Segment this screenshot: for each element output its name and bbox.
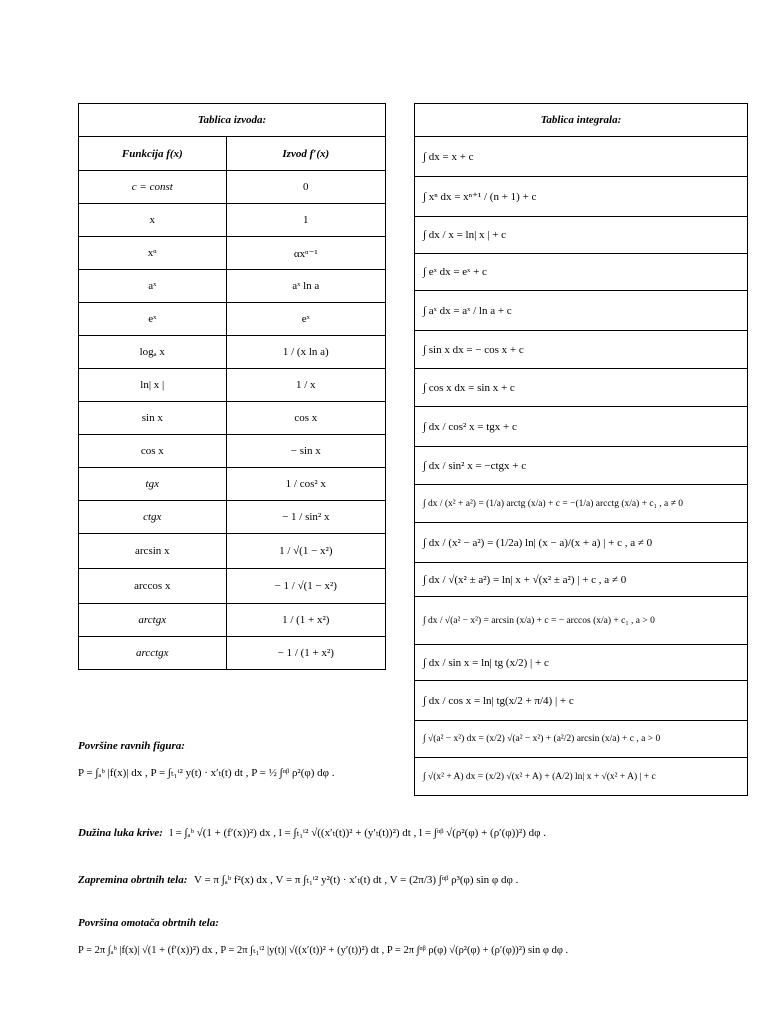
section-surface-title: Površina omotača obrtnih tela:	[78, 917, 219, 929]
derivative-row	[79, 501, 386, 534]
integral-formula: ∫ dx / √(a² − x²) = arcsin (x/a) + c = − arccos (x/a) + c₁ , a > 0	[415, 597, 748, 645]
integral-formula: ∫ √(a² − x²) dx = (x/2) √(a² − x²) + (a²/2) arcsin (x/a) + c , a > 0	[415, 721, 748, 758]
derivative-row	[79, 468, 386, 501]
section-volume	[78, 873, 518, 886]
column-header-derivative: Izvod f′(x)	[226, 137, 385, 171]
integral-row	[415, 681, 748, 721]
derivative-function: cos x	[79, 435, 227, 468]
derivative-value: 1 / √(1 − x²)	[226, 534, 385, 569]
derivative-value: − 1 / (1 + x²)	[226, 637, 385, 670]
derivative-function: c = const	[79, 171, 227, 204]
derivative-row	[79, 204, 386, 237]
derivative-function: logₐ x	[79, 336, 227, 369]
derivative-value: cos x	[226, 402, 385, 435]
derivative-function: arccos x	[79, 569, 227, 604]
section-arc-length	[78, 826, 546, 839]
derivative-function: aˣ	[79, 270, 227, 303]
integral-row	[415, 137, 748, 177]
derivative-function: arcsin x	[79, 534, 227, 569]
integrals-title: Tablica integrala:	[415, 104, 748, 137]
integral-row	[415, 758, 748, 796]
derivative-row	[79, 171, 386, 204]
integral-row	[415, 254, 748, 291]
integral-formula: ∫ dx / cos x = ln| tg(x/2 + π/4) | + c	[415, 681, 748, 721]
derivative-value: 1 / x	[226, 369, 385, 402]
derivative-row	[79, 336, 386, 369]
derivative-value: 1 / cos² x	[226, 468, 385, 501]
derivatives-title: Tablica izvoda:	[79, 104, 386, 137]
derivative-row	[79, 270, 386, 303]
integral-row	[415, 407, 748, 447]
integral-formula: ∫ dx / x = ln| x | + c	[415, 217, 748, 254]
arc-length-formula: l = ∫ₐᵇ √(1 + (f′(x))²) dx , l = ∫ₜ₁ᵗ² √((x′ₜ(t))² + (y′ₜ(t))²) dt , l = ∫ᵅᵝ √(ρ²(φ) + (ρ′(φ))²) dφ .	[169, 827, 546, 839]
derivative-row	[79, 435, 386, 468]
derivative-value: eˣ	[226, 303, 385, 336]
derivative-value: αxᵅ⁻¹	[226, 237, 385, 270]
integral-row	[415, 721, 748, 758]
derivative-row	[79, 604, 386, 637]
integral-row	[415, 563, 748, 597]
derivative-function: ctgx	[79, 501, 227, 534]
integral-formula: ∫ dx / (x² + a²) = (1/a) arctg (x/a) + c = −(1/a) arcctg (x/a) + c₁ , a ≠ 0	[415, 485, 748, 523]
integral-row	[415, 177, 748, 217]
area-formula: P = ∫ₐᵇ |f(x)| dx , P = ∫ₜ₁ᵗ² y(t) · x′ₜ(t) dt , P = ½ ∫ᵅᵝ ρ²(φ) dφ .	[78, 767, 335, 779]
integral-formula: ∫ dx / (x² − a²) = (1/2a) ln| (x − a)/(x + a) | + c , a ≠ 0	[415, 523, 748, 563]
derivative-function: tgx	[79, 468, 227, 501]
derivative-value: − 1 / √(1 − x²)	[226, 569, 385, 604]
integral-row	[415, 369, 748, 407]
integral-formula: ∫ √(x² + A) dx = (x/2) √(x² + A) + (A/2) ln| x + √(x² + A) | + c	[415, 758, 748, 796]
integral-row	[415, 597, 748, 645]
integral-row	[415, 217, 748, 254]
derivative-row	[79, 402, 386, 435]
integral-row	[415, 523, 748, 563]
derivatives-table	[78, 103, 386, 670]
derivative-value: 1 / (1 + x²)	[226, 604, 385, 637]
integral-formula: ∫ dx / sin² x = −ctgx + c	[415, 447, 748, 485]
integral-formula: ∫ xⁿ dx = xⁿ⁺¹ / (n + 1) + c	[415, 177, 748, 217]
derivative-row	[79, 534, 386, 569]
integral-formula: ∫ dx = x + c	[415, 137, 748, 177]
derivative-function: sin x	[79, 402, 227, 435]
section-arc-length-title: Dužina luka krive:	[78, 827, 163, 839]
integral-row	[415, 485, 748, 523]
derivative-value: − sin x	[226, 435, 385, 468]
integrals-table	[414, 103, 748, 796]
surface-formula: P = 2π ∫ₐᵇ |f(x)| √(1 + (f′(x))²) dx , P = 2π ∫ₜ₁ᵗ² |y(t)| √((x′(t))² + (y′(t))²) dt , P = 2π ∫ᵅᵝ ρ(φ) √(ρ²(φ) + (ρ′(φ))²) sin φ dφ .	[78, 945, 569, 956]
integral-formula: ∫ dx / √(x² ± a²) = ln| x + √(x² ± a²) | + c , a ≠ 0	[415, 563, 748, 597]
derivative-row	[79, 303, 386, 336]
section-area	[78, 740, 189, 752]
derivative-function: arctgx	[79, 604, 227, 637]
derivative-function: xᵅ	[79, 237, 227, 270]
derivative-function: ln| x |	[79, 369, 227, 402]
derivative-value: 1	[226, 204, 385, 237]
derivative-row	[79, 369, 386, 402]
derivative-function: x	[79, 204, 227, 237]
section-surface	[78, 917, 223, 929]
integral-formula: ∫ dx / sin x = ln| tg (x/2) | + c	[415, 645, 748, 681]
integral-formula: ∫ eˣ dx = eˣ + c	[415, 254, 748, 291]
derivative-function: arcctgx	[79, 637, 227, 670]
integral-row	[415, 447, 748, 485]
section-volume-title: Zapremina obrtnih tela:	[78, 874, 188, 886]
section-area-title: Površine ravnih figura:	[78, 740, 185, 752]
volume-formula: V = π ∫ₐᵇ f²(x) dx , V = π ∫ₜ₁ᵗ² y²(t) · x′ₜ(t) dt , V = (2π/3) ∫ᵅᵝ ρ³(φ) sin φ dφ .	[193, 874, 519, 886]
derivative-row	[79, 637, 386, 670]
integral-formula: ∫ cos x dx = sin x + c	[415, 369, 748, 407]
derivative-row	[79, 237, 386, 270]
integral-row	[415, 291, 748, 331]
derivative-value: aˣ ln a	[226, 270, 385, 303]
integral-formula: ∫ aˣ dx = aˣ / ln a + c	[415, 291, 748, 331]
derivative-value: 1 / (x ln a)	[226, 336, 385, 369]
integral-row	[415, 645, 748, 681]
integral-formula: ∫ sin x dx = − cos x + c	[415, 331, 748, 369]
derivative-value: − 1 / sin² x	[226, 501, 385, 534]
integral-row	[415, 331, 748, 369]
derivative-value: 0	[226, 171, 385, 204]
integral-formula: ∫ dx / cos² x = tgx + c	[415, 407, 748, 447]
column-header-function: Funkcija f(x)	[79, 137, 227, 171]
derivative-row	[79, 569, 386, 604]
derivative-function: eˣ	[79, 303, 227, 336]
